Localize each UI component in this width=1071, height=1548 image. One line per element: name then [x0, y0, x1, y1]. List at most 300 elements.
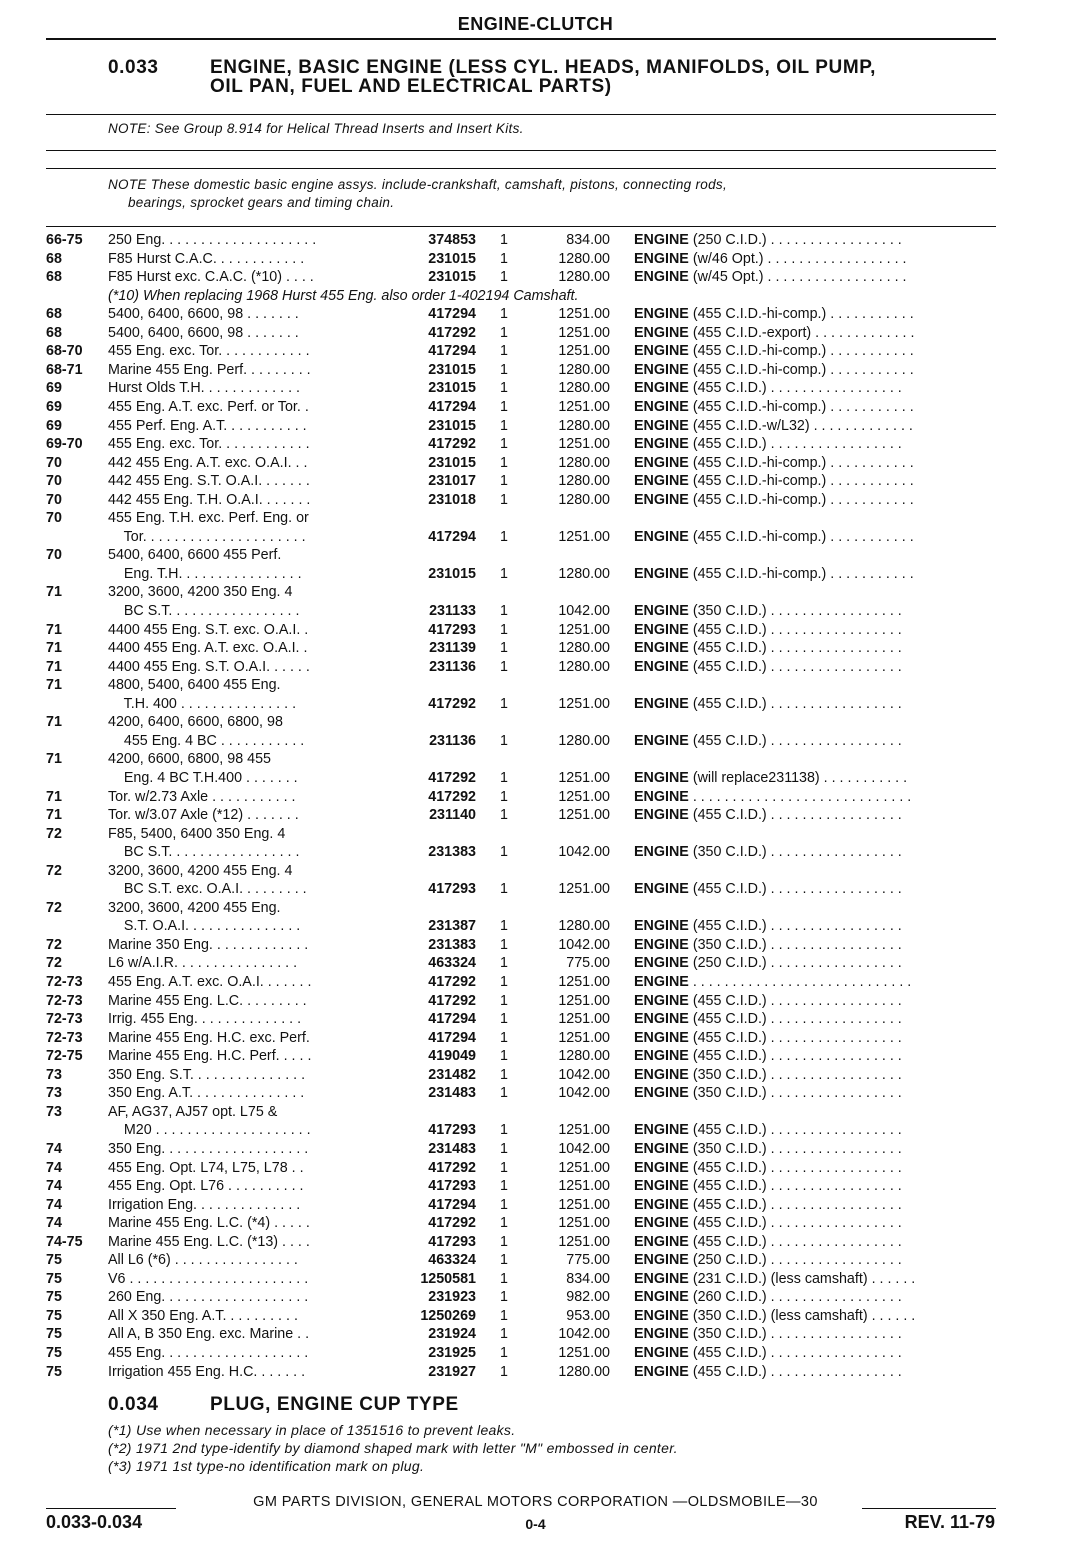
quantity: 1 — [500, 992, 508, 1009]
part-number: 231015 — [428, 380, 476, 397]
price: 1251.00 — [558, 769, 610, 786]
price: 1251.00 — [558, 695, 610, 712]
part-spec: (350 C.I.D.) . . . . . . . . . . . . . . . . . — [692, 1066, 902, 1083]
part-spec: (455 C.I.D.) . . . . . . . . . . . . . . . . . — [692, 1029, 902, 1046]
price: 1280.00 — [558, 732, 610, 749]
model-year: 72-73 — [46, 1029, 83, 1046]
part-number: 231018 — [428, 491, 476, 508]
table-row — [46, 454, 996, 473]
part-number: 417292 — [428, 769, 476, 786]
part-name-bold: ENGINE — [634, 565, 689, 582]
quantity: 1 — [500, 454, 508, 471]
application-description: M20 . . . . . . . . . . . . . . . . . . . . — [108, 1122, 311, 1139]
footer-revision: REV. 11-79 — [904, 1512, 995, 1532]
part-name — [634, 1307, 996, 1326]
application-description: Eng. T.H. . . . . . . . . . . . . . . . — [108, 565, 302, 582]
part-number: 417293 — [428, 1178, 476, 1195]
part-name-bold: ENGINE — [634, 658, 689, 675]
model-year: 72 — [46, 862, 62, 879]
part-name-bold: ENGINE — [634, 621, 689, 638]
price: 1251.00 — [558, 398, 610, 415]
part-name — [634, 472, 996, 491]
table-row — [46, 509, 996, 528]
rule-above-table — [46, 226, 996, 227]
quantity: 1 — [500, 1363, 508, 1380]
price: 1251.00 — [558, 528, 610, 545]
model-year: 71 — [46, 807, 62, 824]
application-description: Irrigation 455 Eng. H.C. . . . . . . — [108, 1363, 306, 1380]
application-description: 455 Eng. Opt. L74, L75, L78 . . — [108, 1159, 304, 1176]
table-row — [46, 398, 996, 417]
table-row — [46, 954, 996, 973]
part-name — [634, 250, 996, 269]
model-year: 68 — [46, 269, 62, 286]
part-name-bold: ENGINE — [634, 788, 689, 805]
part-number: 419049 — [428, 1048, 476, 1065]
price: 1251.00 — [558, 992, 610, 1009]
application-description: Marine 455 Eng. L.C. . . . . . . . . — [108, 992, 307, 1009]
quantity: 1 — [500, 324, 508, 341]
table-row — [46, 676, 996, 695]
part-spec: (250 C.I.D.) . . . . . . . . . . . . . . . . . — [692, 955, 902, 972]
section-title — [210, 58, 990, 96]
table-row — [46, 546, 996, 565]
price: 1280.00 — [558, 380, 610, 397]
part-name — [634, 342, 996, 361]
part-spec: (350 C.I.D.) . . . . . . . . . . . . . . . . . — [692, 603, 902, 619]
part-number: 231136 — [429, 732, 476, 749]
table-row — [46, 1251, 996, 1270]
quantity: 1 — [500, 1326, 508, 1343]
section2-note-2: (*2) 1971 2nd type-identify by diamond shaped mark with letter "M" embossed in center. — [108, 1440, 678, 1456]
part-name — [634, 732, 996, 751]
part-name — [634, 1214, 996, 1233]
part-spec: (455 C.I.D.) . . . . . . . . . . . . . . . . . — [692, 1048, 902, 1065]
part-name-bold: ENGINE — [634, 250, 689, 267]
application-description: 455 Eng. A.T. exc. O.A.I. . . . . . . — [108, 974, 312, 990]
price: 1280.00 — [558, 918, 610, 935]
quantity: 1 — [500, 1066, 508, 1083]
table-row — [46, 361, 996, 380]
part-spec: (455 C.I.D.-hi-comp.) . . . . . . . . . . . — [692, 491, 914, 508]
part-name — [634, 435, 996, 454]
header-rule — [46, 38, 996, 40]
part-spec: (455 C.I.D.) . . . . . . . . . . . . . . . . . — [692, 881, 902, 898]
model-year: 71 — [46, 584, 62, 601]
table-row — [46, 1010, 996, 1029]
quantity: 1 — [500, 398, 508, 415]
part-spec: (455 C.I.D.) . . . . . . . . . . . . . . . . . — [692, 1363, 902, 1380]
model-year: 74-75 — [46, 1233, 83, 1250]
part-name — [634, 806, 996, 825]
part-name-bold: ENGINE — [634, 881, 689, 898]
part-number: 417292 — [428, 695, 476, 712]
part-name-bold: ENGINE — [634, 603, 689, 619]
part-name-bold: ENGINE — [634, 1140, 689, 1157]
quantity: 1 — [500, 491, 508, 508]
footnote-row — [46, 287, 996, 306]
application-description: All X 350 Eng. A.T. . . . . . . . . . — [108, 1307, 298, 1324]
part-name — [634, 491, 996, 510]
quantity: 1 — [500, 436, 508, 453]
footer-publisher: GM PARTS DIVISION, GENERAL MOTORS CORPORATION —OLDSMOBILE—30 — [253, 1494, 818, 1510]
part-name — [634, 1177, 996, 1196]
application-description: 5400, 6400, 6600, 98 . . . . . . . — [108, 306, 299, 323]
quantity: 1 — [500, 1085, 508, 1102]
part-name-bold: ENGINE — [634, 361, 689, 378]
table-row — [46, 1344, 996, 1363]
price: 1251.00 — [558, 1345, 610, 1361]
model-year: 68-70 — [46, 343, 83, 360]
table-row — [46, 435, 996, 454]
quantity: 1 — [500, 732, 508, 749]
part-name-bold: ENGINE — [634, 1178, 689, 1195]
part-number: 417293 — [428, 1122, 476, 1139]
quantity: 1 — [500, 306, 508, 323]
part-number: 231483 — [428, 1085, 476, 1102]
quantity: 1 — [500, 844, 508, 861]
section-title-line2: OIL PAN, FUEL AND ELECTRICAL PARTS) — [210, 76, 612, 97]
part-spec: (250 C.I.D.) . . . . . . . . . . . . . . . . . — [692, 1252, 902, 1269]
part-spec: (455 C.I.D.-hi-comp.) . . . . . . . . . . . — [692, 343, 914, 360]
section2-notes — [108, 1421, 928, 1475]
part-name-bold: ENGINE — [634, 955, 689, 972]
part-name — [634, 1270, 996, 1289]
part-spec: (455 C.I.D.) . . . . . . . . . . . . . . . . . — [692, 1215, 902, 1232]
table-row — [46, 806, 996, 825]
part-spec: (455 C.I.D.-hi-comp.) . . . . . . . . . . . — [692, 306, 914, 323]
price: 1251.00 — [558, 1029, 610, 1046]
price: 775.00 — [566, 1252, 610, 1269]
quantity: 1 — [500, 1252, 508, 1269]
part-name-bold: ENGINE — [634, 992, 689, 1009]
part-name-bold: ENGINE — [634, 1289, 689, 1306]
part-name-bold: ENGINE — [634, 528, 689, 545]
table-row — [46, 1029, 996, 1048]
model-year: 71 — [46, 658, 62, 675]
part-name-bold: ENGINE — [634, 269, 689, 286]
part-number: 231924 — [428, 1326, 476, 1343]
part-name-bold: ENGINE — [634, 1270, 689, 1287]
table-row — [46, 899, 996, 918]
section2-title: PLUG, ENGINE CUP TYPE — [210, 1394, 459, 1415]
part-name-bold: ENGINE — [634, 306, 689, 323]
part-name-bold: ENGINE — [634, 640, 689, 657]
model-year: 72-73 — [46, 1011, 83, 1028]
part-number: 231017 — [428, 473, 476, 490]
part-number: 231015 — [428, 565, 476, 582]
part-spec: (350 C.I.D.) (less camshaft) . . . . . . — [692, 1307, 916, 1324]
table-row — [46, 379, 996, 398]
part-spec: (455 C.I.D.) . . . . . . . . . . . . . . . . . — [692, 640, 902, 657]
part-spec: (455 C.I.D.) . . . . . . . . . . . . . . . . . — [692, 732, 902, 749]
application-description: 442 455 Eng. T.H. O.A.I. . . . . . . — [108, 491, 311, 508]
model-year: 71 — [46, 640, 62, 657]
part-name-bold: ENGINE — [634, 324, 689, 341]
part-name-bold: ENGINE — [634, 936, 689, 953]
application-description: Hurst Olds T.H. . . . . . . . . . . . . — [108, 380, 300, 397]
quantity: 1 — [500, 528, 508, 545]
model-year: 66-75 — [46, 232, 83, 248]
quantity: 1 — [500, 640, 508, 657]
table-row — [46, 1159, 996, 1178]
table-row — [46, 843, 996, 862]
part-number: 231015 — [428, 361, 476, 378]
model-year: 68 — [46, 324, 62, 341]
table-row — [46, 1121, 996, 1140]
table-row — [46, 231, 996, 250]
part-number: 463324 — [428, 955, 476, 972]
quantity: 1 — [500, 1029, 508, 1046]
part-number: 463324 — [428, 1252, 476, 1269]
price: 1251.00 — [558, 1215, 610, 1232]
part-name-bold: ENGINE — [634, 1196, 689, 1213]
quantity: 1 — [500, 1011, 508, 1028]
quantity: 1 — [500, 1345, 508, 1361]
part-name-bold: ENGINE — [634, 1066, 689, 1083]
model-year: 75 — [46, 1345, 62, 1361]
application-description: L6 w/A.I.R. . . . . . . . . . . . . . . . — [108, 955, 298, 972]
part-spec: (455 C.I.D.) . . . . . . . . . . . . . . . . . — [692, 1196, 902, 1213]
footer-page-number: 0-4 — [525, 1516, 546, 1532]
application-description: 455 Eng. T.H. exc. Perf. Eng. or — [108, 510, 309, 527]
quantity: 1 — [500, 1196, 508, 1213]
part-name — [634, 1159, 996, 1178]
part-spec: (350 C.I.D.) . . . . . . . . . . . . . . . . . — [692, 1140, 902, 1157]
part-spec: (350 C.I.D.) . . . . . . . . . . . . . . . . . — [692, 936, 902, 953]
note-helical-inserts: NOTE: See Group 8.914 for Helical Thread Inserts and Insert Kits. — [108, 121, 524, 136]
rule-above-note2 — [46, 168, 996, 169]
quantity: 1 — [500, 621, 508, 638]
part-name-bold: ENGINE — [634, 343, 689, 360]
part-name-bold: ENGINE — [634, 380, 689, 397]
table-row — [46, 342, 996, 361]
table-row — [46, 658, 996, 677]
model-year: 70 — [46, 454, 62, 471]
price: 1251.00 — [558, 1196, 610, 1213]
part-spec: (260 C.I.D.) . . . . . . . . . . . . . . . . . — [692, 1289, 902, 1306]
price: 1280.00 — [558, 361, 610, 378]
application-description: BC S.T. exc. O.A.I. . . . . . . . . — [108, 881, 307, 898]
application-description: F85, 5400, 6400 350 Eng. 4 — [108, 825, 286, 842]
table-row — [46, 936, 996, 955]
section-title-line1: ENGINE, BASIC ENGINE (LESS CYL. HEADS, MANIFOLDS, OIL PUMP, — [210, 57, 876, 78]
price: 1042.00 — [558, 1066, 610, 1083]
part-number: 231136 — [429, 658, 476, 675]
part-spec: (w/45 Opt.) . . . . . . . . . . . . . . . . . . — [692, 269, 907, 286]
quantity: 1 — [500, 881, 508, 898]
application-description: 4400 455 Eng. A.T. exc. O.A.I. . — [108, 640, 308, 657]
part-spec: (455 C.I.D.) . . . . . . . . . . . . . . . . . — [692, 807, 902, 824]
model-year: 75 — [46, 1363, 62, 1380]
part-name — [634, 231, 996, 250]
price: 1280.00 — [558, 640, 610, 657]
part-number: 231015 — [428, 417, 476, 434]
table-row — [46, 268, 996, 287]
rule-above-note1 — [46, 114, 996, 115]
price: 953.00 — [566, 1307, 610, 1324]
application-description: 350 Eng. S.T. . . . . . . . . . . . . . . — [108, 1066, 306, 1083]
part-name-bold: ENGINE — [634, 1326, 689, 1343]
page-header: ENGINE-CLUTCH — [457, 14, 614, 34]
part-name-bold: ENGINE — [634, 417, 689, 434]
application-description: Marine 455 Eng. Perf. . . . . . . . . — [108, 361, 311, 378]
price: 1042.00 — [558, 1140, 610, 1157]
part-spec: (455 C.I.D.) . . . . . . . . . . . . . . . . . — [692, 621, 902, 638]
model-year: 70 — [46, 547, 62, 564]
application-description: Marine 350 Eng. . . . . . . . . . . . . — [108, 936, 309, 953]
part-spec: (455 C.I.D.) . . . . . . . . . . . . . . . . . — [692, 380, 902, 397]
part-name — [634, 621, 996, 640]
part-name-bold: ENGINE — [634, 769, 689, 786]
part-spec: (455 C.I.D.-export) . . . . . . . . . . . . . — [692, 324, 915, 341]
part-name-bold: ENGINE — [634, 473, 689, 490]
part-name — [634, 788, 996, 807]
part-name-bold: ENGINE — [634, 918, 689, 935]
part-name-bold: ENGINE — [634, 454, 689, 471]
price: 1042.00 — [558, 844, 610, 861]
part-name — [634, 454, 996, 473]
part-spec: (w/46 Opt.) . . . . . . . . . . . . . . . . . . — [692, 250, 907, 267]
price: 1280.00 — [558, 565, 610, 582]
part-name-bold: ENGINE — [634, 1011, 689, 1028]
part-name-bold: ENGINE — [634, 1215, 689, 1232]
table-row — [46, 324, 996, 343]
model-year: 75 — [46, 1270, 62, 1287]
price: 1042.00 — [558, 1326, 610, 1343]
part-name — [634, 917, 996, 936]
table-row — [46, 713, 996, 732]
section2-note-3: (*3) 1971 1st type-no identification mark on plug. — [108, 1458, 425, 1474]
part-name — [634, 1344, 996, 1363]
part-number: 417294 — [428, 398, 476, 415]
part-number: 417294 — [428, 1011, 476, 1028]
part-spec: (455 C.I.D.-hi-comp.) . . . . . . . . . . . — [692, 565, 914, 582]
table-row — [46, 1047, 996, 1066]
part-number: 417294 — [428, 343, 476, 360]
model-year: 73 — [46, 1066, 62, 1083]
price: 1251.00 — [558, 1233, 610, 1250]
part-name-bold: ENGINE — [634, 1159, 689, 1176]
application-description: BC S.T. . . . . . . . . . . . . . . . . — [108, 603, 300, 619]
table-row — [46, 788, 996, 807]
rule-below-note1 — [46, 150, 996, 151]
price: 1251.00 — [558, 1122, 610, 1139]
part-number: 231383 — [428, 936, 476, 953]
application-description: Tor. w/2.73 Axle . . . . . . . . . . . — [108, 788, 296, 805]
price: 1251.00 — [558, 974, 610, 990]
price: 982.00 — [566, 1289, 610, 1306]
part-name — [634, 324, 996, 343]
table-row — [46, 1233, 996, 1252]
quantity: 1 — [500, 788, 508, 805]
price: 1251.00 — [558, 1011, 610, 1028]
quantity: 1 — [500, 565, 508, 582]
part-spec: (455 C.I.D.) . . . . . . . . . . . . . . . . . — [692, 1345, 902, 1361]
part-spec: (455 C.I.D.-hi-comp.) . . . . . . . . . . . — [692, 473, 914, 490]
price: 1280.00 — [558, 269, 610, 286]
part-number: 417294 — [428, 306, 476, 323]
model-year: 75 — [46, 1307, 62, 1324]
model-year: 74 — [46, 1196, 62, 1213]
application-description: All L6 (*6) . . . . . . . . . . . . . . . . — [108, 1252, 298, 1269]
model-year: 72-73 — [46, 974, 83, 990]
part-number: 231482 — [428, 1066, 476, 1083]
price: 1280.00 — [558, 1048, 610, 1065]
part-name — [634, 1288, 996, 1307]
part-name-bold: ENGINE — [634, 1233, 689, 1250]
application-description: Eng. 4 BC T.H.400 . . . . . . . — [108, 769, 298, 786]
part-name — [634, 361, 996, 380]
part-name-bold: ENGINE — [634, 436, 689, 453]
table-row — [46, 565, 996, 584]
model-year: 72 — [46, 936, 62, 953]
model-year: 72 — [46, 899, 62, 916]
table-row — [46, 583, 996, 602]
table-row — [46, 1066, 996, 1085]
part-spec: (455 C.I.D.) . . . . . . . . . . . . . . . . . — [692, 658, 902, 675]
section-number: 0.033 — [108, 57, 159, 78]
part-name-bold: ENGINE — [634, 1363, 689, 1380]
price: 1280.00 — [558, 454, 610, 471]
application-description: All A, B 350 Eng. exc. Marine . . — [108, 1326, 310, 1343]
model-year: 75 — [46, 1326, 62, 1343]
quantity: 1 — [500, 269, 508, 286]
price: 1251.00 — [558, 1178, 610, 1195]
table-row — [46, 1288, 996, 1307]
application-description: 350 Eng. A.T. . . . . . . . . . . . . . . — [108, 1085, 305, 1102]
application-description: 4400 455 Eng. S.T. exc. O.A.I. . — [108, 621, 309, 638]
part-name-bold: ENGINE — [634, 1345, 689, 1361]
model-year: 72-75 — [46, 1048, 83, 1065]
application-description: Marine 455 Eng. H.C. exc. Perf. — [108, 1029, 310, 1046]
part-name-bold: ENGINE — [634, 1029, 689, 1046]
application-description: Irrig. 455 Eng. . . . . . . . . . . . . . — [108, 1011, 302, 1028]
part-number: 231133 — [429, 603, 476, 619]
part-name — [634, 843, 996, 862]
part-spec: (455 C.I.D.) . . . . . . . . . . . . . . . . . — [692, 1233, 902, 1250]
part-number: 417292 — [428, 1215, 476, 1232]
section2-note-1: (*1) Use when necessary in place of 1351516 to prevent leaks. — [108, 1422, 516, 1438]
table-row — [46, 305, 996, 324]
application-description: 442 455 Eng. A.T. exc. O.A.I. . . — [108, 454, 308, 471]
part-name-bold: ENGINE — [634, 1252, 689, 1269]
part-name-bold: ENGINE — [634, 1048, 689, 1065]
quantity: 1 — [500, 769, 508, 786]
application-description: 455 Eng. . . . . . . . . . . . . . . . . . . — [108, 1345, 309, 1361]
model-year: 71 — [46, 751, 62, 768]
part-spec: . . . . . . . . . . . . . . . . . . . . . . . . . . . . — [692, 788, 912, 805]
part-name — [634, 1029, 996, 1048]
table-row — [46, 825, 996, 844]
table-row — [46, 769, 996, 788]
part-number: 417293 — [428, 1233, 476, 1250]
price: 1280.00 — [558, 1363, 610, 1380]
quantity: 1 — [500, 1178, 508, 1195]
part-name — [634, 769, 996, 788]
model-year: 69 — [46, 398, 62, 415]
application-description: 455 Eng. 4 BC . . . . . . . . . . . — [108, 732, 305, 749]
table-row — [46, 1363, 996, 1382]
price: 1251.00 — [558, 324, 610, 341]
part-number: 231015 — [428, 269, 476, 286]
part-name — [634, 880, 996, 899]
part-name — [634, 1233, 996, 1252]
model-year: 71 — [46, 677, 62, 694]
price: 1280.00 — [558, 491, 610, 508]
model-year: 71 — [46, 621, 62, 638]
part-name — [634, 1251, 996, 1270]
